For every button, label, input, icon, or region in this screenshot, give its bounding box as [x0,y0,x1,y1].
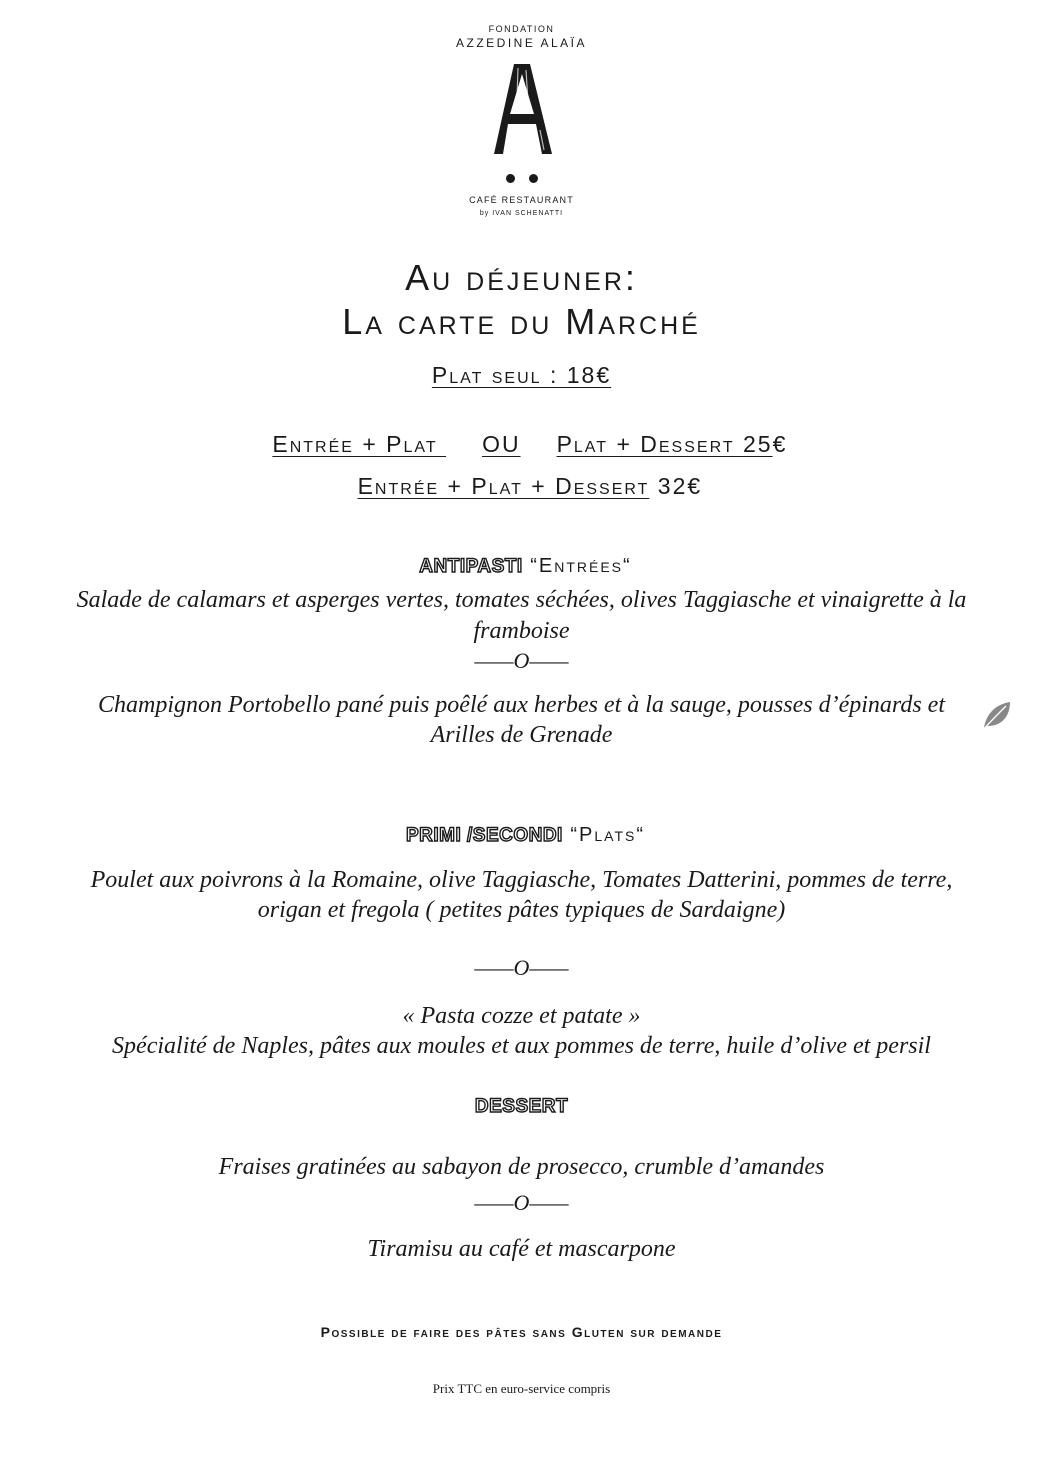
logo-dots [0,170,1043,182]
vegetarian-leaf-icon [980,698,1012,732]
section-antipasti-heading [0,537,1043,578]
price-entree-plat: Entrée + Plat [272,431,447,457]
price-plat-seul [0,362,1043,389]
antipasti-dish2-line2: Arilles de Grenade [430,722,613,748]
price-ou: OU [482,431,521,457]
primi-label: “Plats“ [562,824,646,846]
antipasti-label: “Entrées“ [522,555,632,577]
dot-icon [529,174,538,183]
title-line1: Au déjeuner: [405,257,638,298]
price-plat-seul-text: Plat seul : 18€ [431,362,612,388]
primi-separator: ——O—— [474,955,569,980]
dessert-dish1: Fraises gratinées au sabayon de prosecco, crumble d’amandes [218,1154,825,1180]
section-dessert-heading [0,1096,1043,1118]
title-line2: La carte du Marché [342,301,701,342]
price-euro: € [772,431,788,457]
logo-by: by IVAN SCHENATTI [479,210,564,217]
primi-dish1-line2: origan et fregola ( petites pâtes typiques de Sardaigne) [257,897,786,923]
price-plat-dessert: Plat + Dessert 25 [556,431,773,457]
dessert-bold: DESSERT [474,1096,569,1117]
price-complet-value: 32€ [649,473,703,499]
footer-gluten: Possible de faire des pâtes sans Gluten sur demande [320,1324,723,1340]
section-primi-heading [0,806,1043,847]
primi-bold: PRIMI /SECONDI [405,825,563,846]
primi-dish2-line2: Spécialité de Naples, pâtes aux moules et aux pommes de terre, huile d’olive et persil [112,1033,931,1059]
logo-name: AZZEDINE ALAÏA [455,36,588,50]
antipasti-dish1-line2: framboise [473,618,570,644]
dessert-dish2: Tiramisu au café et mascarpone [367,1236,676,1262]
logo-a-icon [482,58,562,158]
antipasti-dish2-line1: Champignon Portobello pané puis poêlé aux herbes et à la sauge, pousses d’épinards et [97,692,945,718]
logo-fondation: FONDATION [488,24,555,34]
primi-dish2-line1: « Pasta cozze et patate » [402,1003,641,1029]
antipasti-dish1-line1: Salade de calamars et asperges vertes, tomates séchées, olives Taggiasche et vinaigrette à la [76,587,967,613]
antipasti-separator: ——O—— [474,648,569,673]
dessert-separator: ——O—— [474,1190,569,1215]
price-complet-label: Entrée + Plat + Dessert [357,473,650,499]
primi-dish1-line1: Poulet aux poivrons à la Romaine, olive Taggiasche, Tomates Datterini, pommes de terre, [90,867,953,893]
logo-letter [0,58,1043,158]
price-complet [0,446,1043,500]
logo-subtitle: CAFÉ RESTAURANT [469,195,574,205]
footer-prix: Prix TTC en euro-service compris [432,1381,611,1396]
antipasti-bold: ANTIPASTI [419,556,523,577]
dot-icon [506,174,515,183]
